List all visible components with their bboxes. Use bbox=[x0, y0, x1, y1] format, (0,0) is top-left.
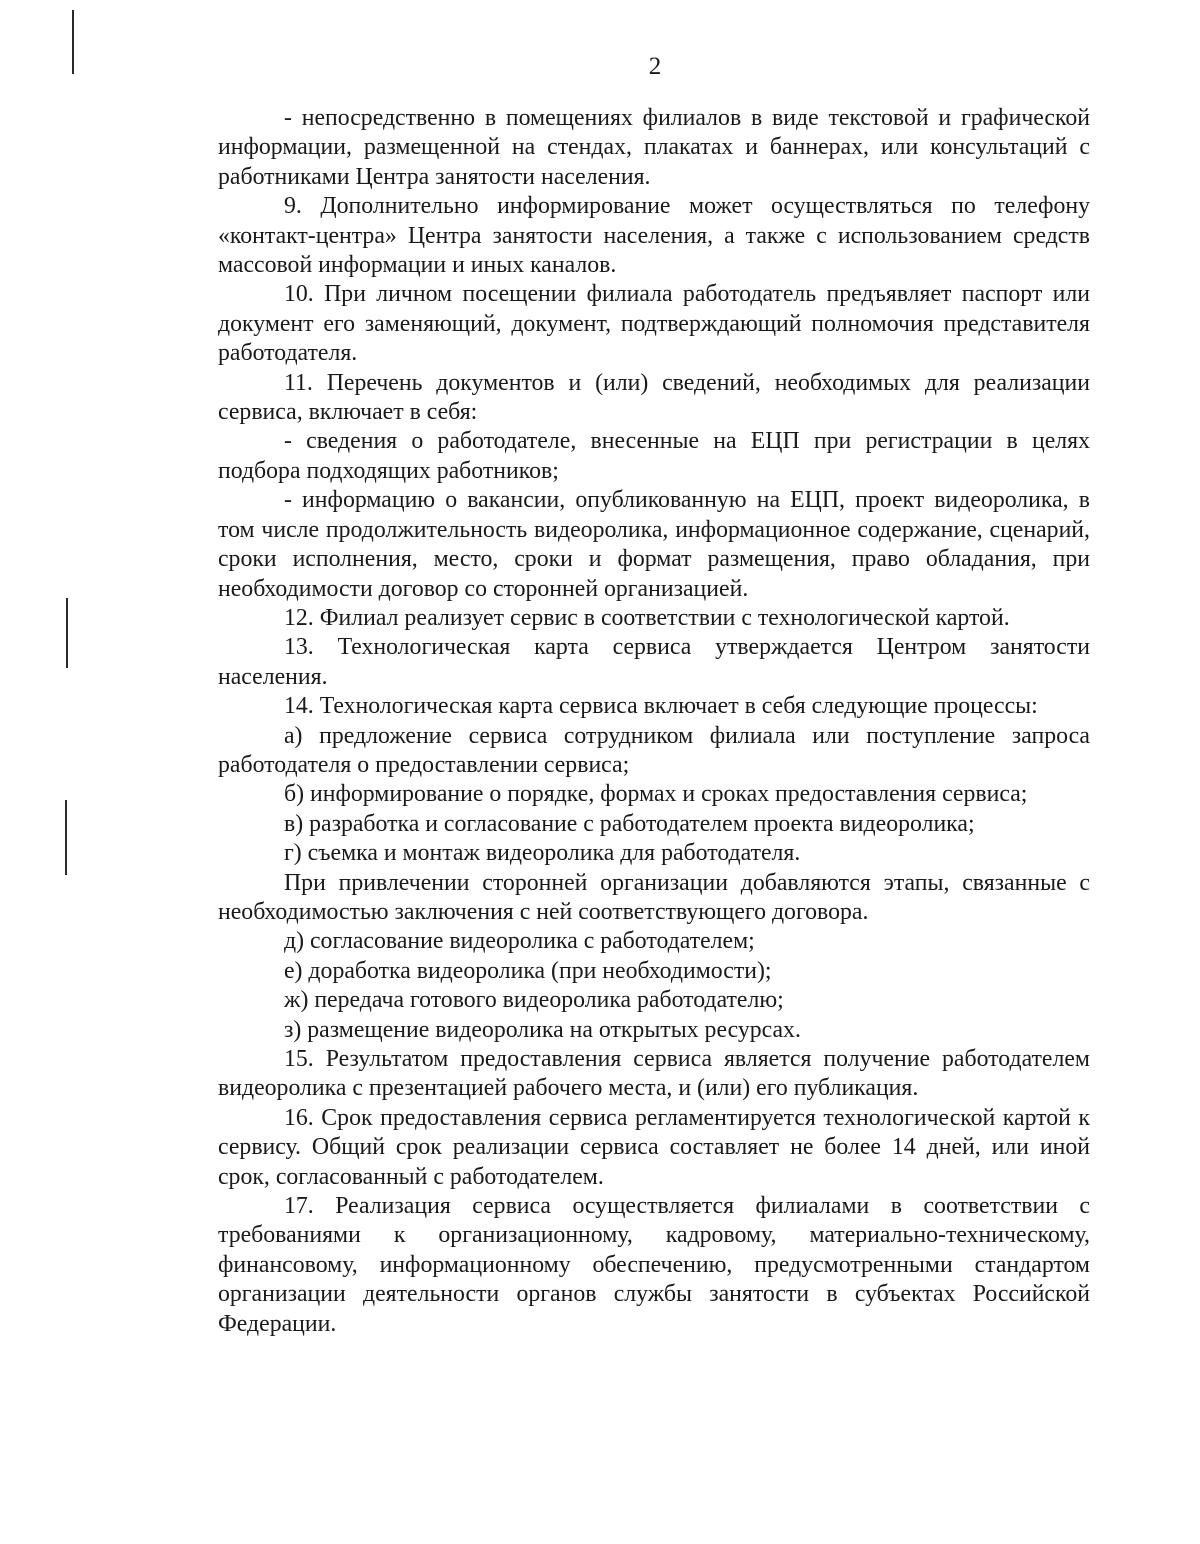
list-item: ж) передача готового видеоролика работодателю; bbox=[284, 987, 784, 1014]
paragraph: 17. Реализация сервиса осуществляется филиалами в соответствии с требованиями к организационному, кадровому, материально-техническому, финансовому, информационному обеспечению, предусмотренными стандартом организации деятельности органов службы занятости в субъектах Российской Федерации. bbox=[218, 1193, 1090, 1337]
paragraph: При привлечении сторонней организации добавляются этапы, связанные с необходимостью заключения с ней соответствующего договора. bbox=[218, 869, 1090, 925]
scan-margin-line bbox=[65, 800, 67, 875]
scan-margin-line bbox=[66, 598, 68, 668]
paragraph: - сведения о работодателе, внесенные на ЕЦП при регистрации в целях подбора подходящих работников; bbox=[218, 428, 1090, 484]
paragraph: - информацию о вакансии, опубликованную на ЕЦП, проект видеоролика, в том числе продолжительность видеоролика, информационное содержание, сценарий, сроки исполнения, место, сроки и формат размещения, право обладания, при необходимости договор со сторонней организацией. bbox=[218, 487, 1090, 602]
list-item: д) согласование видеоролика с работодателем; bbox=[284, 928, 755, 955]
list-item: а) предложение сервиса сотрудником филиала или поступление запроса работодателя о предоставлении сервиса; bbox=[218, 722, 1090, 778]
paragraph: 10. При личном посещении филиала работодатель предъявляет паспорт или документ его заменяющий, документ, подтверждающий полномочия представителя работодателя. bbox=[218, 281, 1090, 367]
list-item: е) доработка видеоролика (при необходимости); bbox=[284, 957, 772, 984]
paragraph: 14. Технологическая карта сервиса включает в себя следующие процессы: bbox=[284, 693, 1038, 720]
paragraph: 12. Филиал реализует сервис в соответствии с технологической картой. bbox=[284, 604, 1010, 631]
list-item: б) информирование о порядке, формах и сроках предоставления сервиса; bbox=[284, 781, 1028, 808]
paragraph: 11. Перечень документов и (или) сведений, необходимых для реализации сервиса, включает в себя: bbox=[218, 369, 1090, 426]
page-number: 2 bbox=[648, 53, 662, 80]
paragraph: 9. Дополнительно информирование может осуществляться по телефону «контакт-центра» Центра занятости населения, а также с использованием средств массовой информации и иных каналов. bbox=[218, 193, 1090, 279]
list-item: г) съемка и монтаж видеоролика для работодателя. bbox=[284, 840, 801, 867]
paragraph: 15. Результатом предоставления сервиса является получение работодателем видеоролика с презентацией рабочего места, и (или) его публикация. bbox=[218, 1046, 1090, 1102]
paragraph: 13. Технологическая карта сервиса утверждается Центром занятости населения. bbox=[218, 634, 1090, 690]
document-body bbox=[218, 104, 1090, 1339]
paragraph: 16. Срок предоставления сервиса регламентируется технологической картой к сервису. Общий срок реализации сервиса составляет не более 14 дней, или иной срок, согласованный с работодателем. bbox=[218, 1104, 1090, 1190]
list-item: в) разработка и согласование с работодателем проекта видеоролика; bbox=[284, 810, 975, 837]
paragraph: - непосредственно в помещениях филиалов в виде текстовой и графической информации, размещенной на стендах, плакатах и баннерах, или консультаций с работниками Центра занятости населения. bbox=[218, 105, 1090, 190]
list-item: з) размещение видеоролика на открытых ресурсах. bbox=[284, 1016, 801, 1043]
